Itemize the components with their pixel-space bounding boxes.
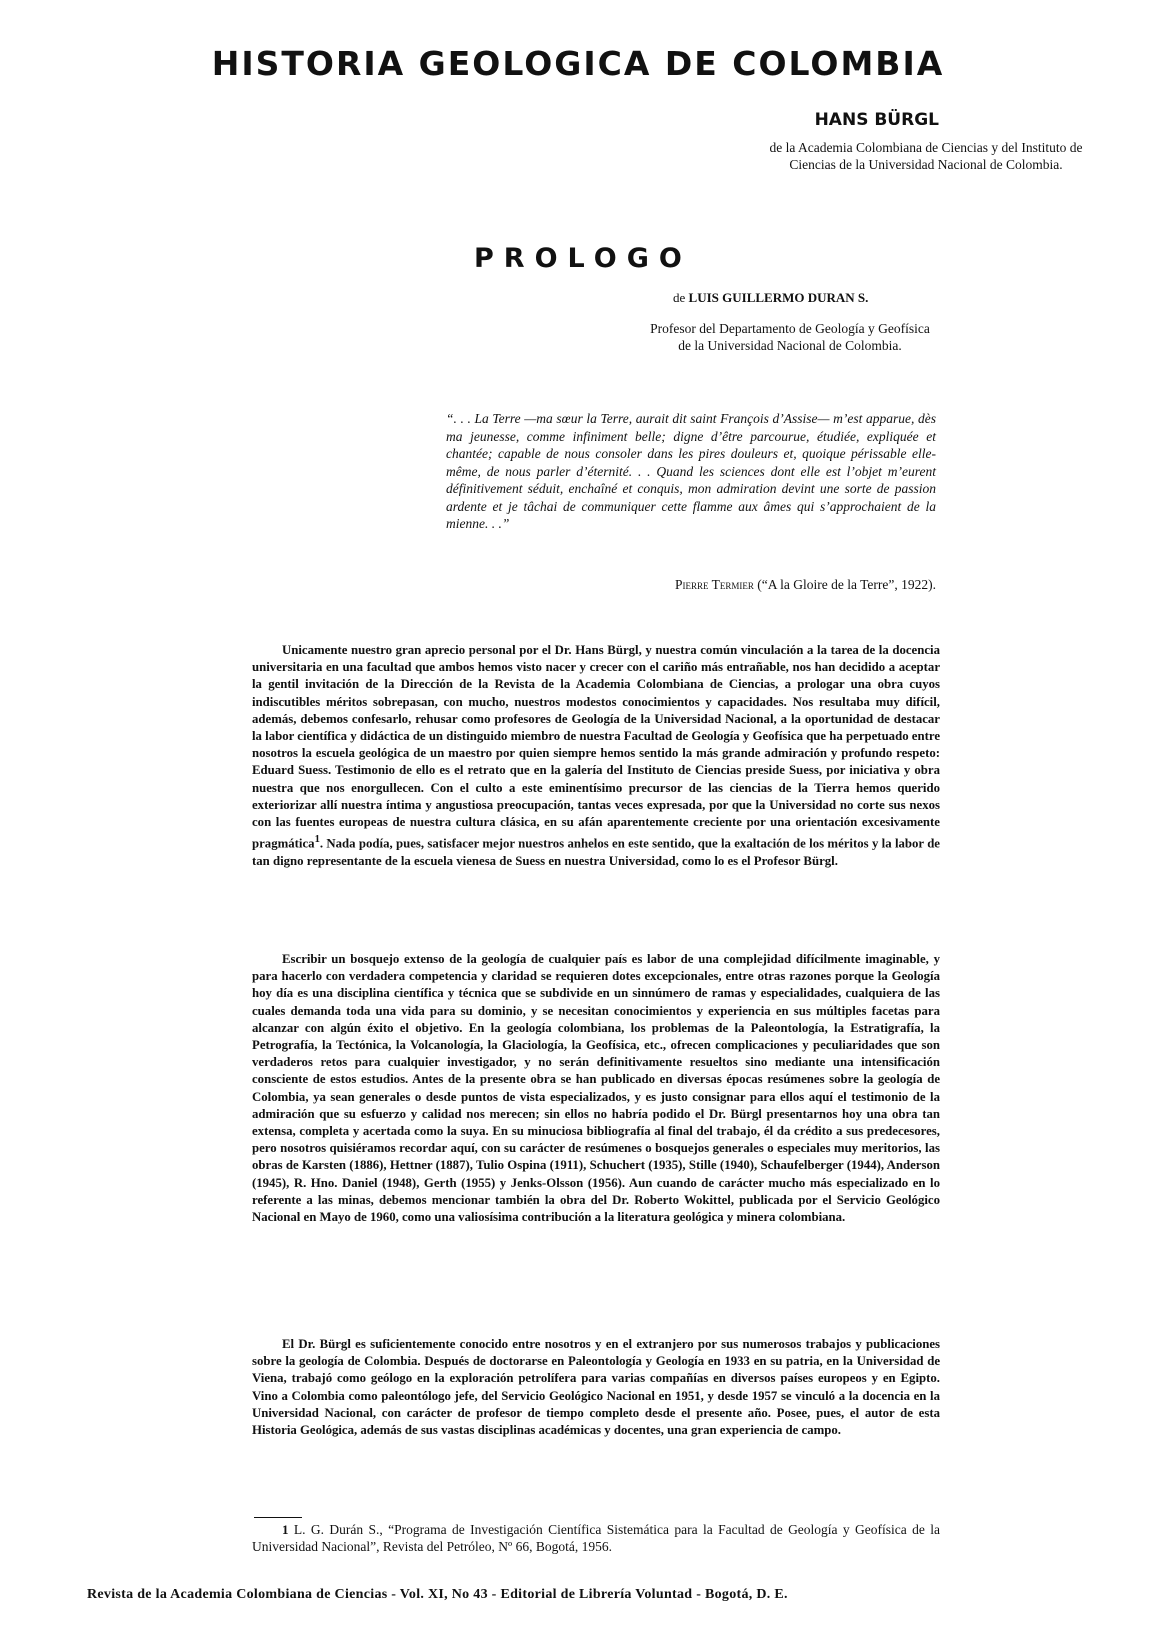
paragraph-3-text: El Dr. Bürgl es suficientemente conocido entre nosotros y en el extranjero por sus numerosos trabajos y publicaciones sobre la geología de Colombia. Después de doctorarse en Paleontología y Geología en 1933 en su patria, en la Universidad de Viena, trabajó como geólogo en la exploración petrolífera para varias compañías en diversos países europeos y en Egipto. Vino a Colombia como paleontólogo jefe, del Servicio Geológico Nacional en 1951, y desde 1957 se vinculó a la docencia en la Universidad Nacional, con carácter de profesor de tiempo completo desde el presente año. Posee, pues, el autor de esta Historia Geológica, además de sus vastas disciplinas académicas y docentes, una gran experiencia de campo. <box>252 1337 940 1438</box>
body-paragraph-3 <box>252 1336 940 1439</box>
article-author: HANS BÜRGL <box>814 110 939 130</box>
epigraph-attribution <box>675 577 936 593</box>
footnote-text: L. G. Durán S., “Programa de Investigación Científica Sistemática para la Facultad de Geología y Geofísica de la Universidad Nacional”, Revista del Petróleo, Nº 66, Bogotá, 1956. <box>252 1522 940 1554</box>
author-affiliation: de la Academia Colombiana de Ciencias y del Instituto de Ciencias de la Universidad Nacional de Colombia. <box>769 140 1083 172</box>
prologo-affiliation: Profesor del Departamento de Geología y Geofísica de la Universidad Nacional de Colombia. <box>650 321 930 353</box>
footnote-divider <box>254 1517 302 1518</box>
body-paragraph-2 <box>252 951 940 1226</box>
body-paragraph-1 <box>252 642 940 870</box>
paragraph-1-text-b: . Nada podía, pues, satisfacer mejor nuestros anhelos en este sentido, que la exaltación de los méritos y la labor de tan digno representante de la escuela vienesa de Suess en nuestra Universidad, como lo es el Profesor Bürgl. <box>252 836 940 868</box>
paragraph-2-text: Escribir un bosquejo extenso de la geología de cualquier país es labor de una complejidad difícilmente imaginable, y para hacerlo con verdadera competencia y claridad se requieren dotes excepcionales, entre otras razones porque la Geología hoy día es una disciplina científica y técnica que se subdivide en un sinnúmero de ramas y especialidades, cualquiera de las cuales demanda toda una vida para su dominio, y se necesitan conocimientos y experiencia en sus múltiples facetas para alcanzar con algún éxito el objetivo. En la geología colombiana, los problemas de la Paleontología, la Estratigrafía, la Petrografía, la Tectónica, la Volcanología, la Glaciología, la Geofísica, etc., ofrecen complicaciones y peculiaridades que son verdaderos retos para cualquier investigador, y no serán definitivamente resueltos sino mediante una intensificación consciente de estos estudios. Antes de la presente obra se han publicado en diversas épocas resúmenes sobre la geología de Colombia, ya sean generales o desde puntos de vista especializados, y es justo consignar para ellos aquí el testimonio de la admiración que su esfuerzo y calidad nos merecen; sin ellos no habría podido el Dr. Bürgl presentarnos hoy una obra tan extensa, completa y acertada como la suya. En su minuciosa bibliografía al final del trabajo, él da crédito a sus predecesores, pero nosotros quisiéramos recordar aquí, con su carácter de resúmenes o bosquejos generales o especiales muy meritorios, las obras de Karsten (1886), Hettner (1887), Tulio Ospina (1911), Schuchert (1935), Stille (1940), Schaufelberger (1944), Anderson (1945), R. Hno. Daniel (1948), Gerth (1955) y Jenks-Olsson (1956). Aun cuando de carácter mucho más especializado en lo referente a las minas, debemos mencionar también la obra del Dr. Roberto Wokittel, publicada por el Servicio Geológico Nacional en Mayo de 1960, como una valiosísima contribución a la literatura geológica y minera colombiana. <box>252 952 940 1225</box>
prologo-author-line <box>673 290 868 306</box>
footnote <box>252 1521 940 1555</box>
article-title: HISTORIA GEOLOGICA DE COLOMBIA <box>211 44 945 83</box>
prologo-author: LUIS GUILLERMO DURAN S. <box>688 290 869 305</box>
epigraph-quote: “. . . La Terre —ma sœur la Terre, aurait dit saint François d’Assise— m’est apparue, dès ma jeunesse, comme infiniment belle; digne d’être parcourue, étudiée, expliquée et chantée; capable de nous consoler dans les pires douleurs et, quoique périssable elle-même, de nous parler d’éternité. . . Quand les sciences dont elle est l’objet m’eurent définitivement séduit, enchaîné et conquis, mon admiration devint une sorte de passion ardente et je tâchai de communiquer cette flamme aux âmes qui s’approchaient de la mienne. . .” <box>446 411 936 531</box>
paragraph-1-text-a: Unicamente nuestro gran aprecio personal por el Dr. Hans Bürgl, y nuestra común vinculación a la tarea de la docencia universitaria en una facultad que ambos hemos visto nacer y crecer con el cariño más entrañable, nos han decidido a aceptar la gentil invitación de la Dirección de la Revista de la Academia Colombiana de Ciencias, a prologar una obra cuyos indiscutibles méritos sobrepasan, con mucho, nuestros modestos conocimientos y capacidades. Nos resultaba muy difícil, además, debemos confesarlo, rehusar como profesores de Geología de la Universidad Nacional, a la oportunidad de destacar la labor científica y didáctica de un distinguido miembro de nuestra Facultad de Geología y Geofísica que ha perpetuado entre nosotros la escuela geológica de un maestro por quien siempre hemos sentido la más grande admiración y profundo respeto: Eduard Suess. Testimonio de ello es el retrato que en la galería del Instituto de Ciencias preside Suess, por iniciativa y obra nuestra que nos enorgullecen. Con el culto a este eminentísimo precursor de las ciencias de la Tierra hemos querido exteriorizar allí nuestra íntima y angustiosa preocupación, tantas veces expresada, por que la Universidad no corte sus nexos con las fuentes europeas de nuestra cultura clásica, en su afán aparentemente creciente por una orientación excesivamente pragmática <box>252 643 940 851</box>
page-footer: Revista de la Academia Colombiana de Ciencias - Vol. XI, No 43 - Editorial de Librería Voluntad - Bogotá, D. E. <box>87 1587 788 1602</box>
footnote-ref: 1 <box>314 834 320 846</box>
prologo-by-prefix: de <box>673 290 686 305</box>
footnote-number: 1 <box>282 1522 289 1537</box>
epigraph-attribution-source: (“A la Gloire de la Terre”, 1922). <box>757 577 936 592</box>
epigraph-attribution-name: Pierre Termier <box>675 577 754 592</box>
prologo-heading: PROLOGO <box>474 243 692 274</box>
